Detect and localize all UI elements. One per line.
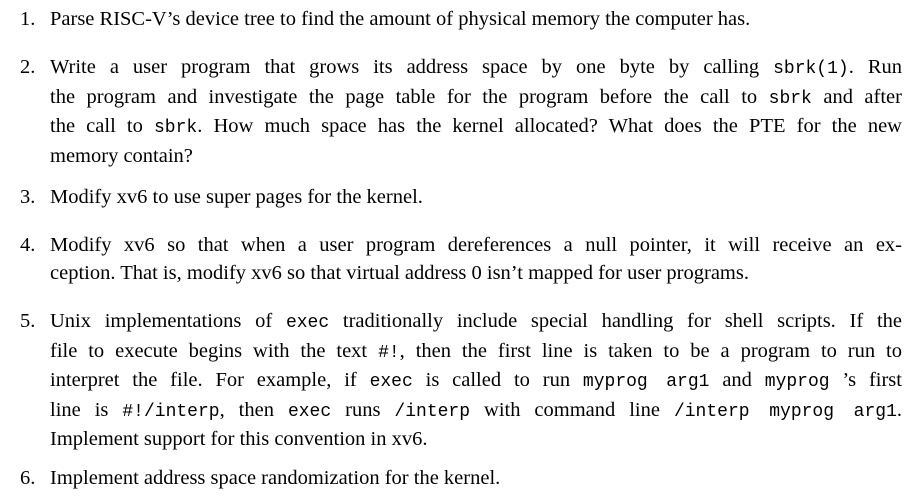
text-run: and after: [811, 85, 902, 108]
text-line: [50, 143, 902, 171]
item-text: [50, 184, 902, 212]
text-run: traditionally include special handling for shell scripts. If the: [329, 310, 902, 332]
text-run: Implement support for this convention in xv6.: [50, 428, 428, 450]
text-line: [50, 84, 902, 114]
text-run: ception. That is, modify xv6 so that virtual address 0 isn’t mapped for user programs.: [50, 261, 749, 284]
text-run: with command line: [470, 398, 674, 421]
code-run: exec: [287, 401, 332, 422]
code-run: sbrk: [768, 88, 812, 109]
text-run: Modify xv6 so that when a user program dereferences a null pointer, it will receive an ex-: [50, 234, 902, 256]
text-line: [50, 465, 902, 493]
text-run: . How much space has the kernel allocated? What does the PTE for the new: [197, 115, 902, 137]
text-run: , then: [219, 398, 288, 421]
text-line: [50, 260, 902, 288]
text-run: is called to run: [412, 369, 583, 391]
text-run: Write a user program that grows its address space by one byte by calling: [50, 56, 774, 78]
code-run: myprog arg1: [582, 372, 710, 392]
text-run: Modify xv6 to use super pages for the kernel.: [50, 186, 423, 208]
text-run: the program and investigate the page table for the program before the call to: [50, 85, 769, 108]
item-number: 4.: [20, 234, 36, 256]
item-number: 5.: [20, 310, 36, 332]
code-run: myprog: [764, 372, 830, 392]
item-number: 1.: [20, 8, 36, 30]
code-run: /interp: [394, 401, 471, 422]
text-run: the call to: [50, 115, 154, 137]
code-run: sbrk: [153, 118, 198, 138]
item-text: [50, 54, 902, 170]
text-line: [50, 308, 902, 338]
code-run: exec: [285, 313, 330, 333]
item-number: 6.: [20, 467, 36, 489]
text-line: [50, 367, 902, 397]
text-run: line is: [50, 398, 123, 421]
item-text: [50, 308, 902, 454]
text-run: file to execute begins with the text: [50, 339, 379, 362]
text-run: and: [709, 369, 765, 391]
text-line: [50, 113, 902, 143]
text-run: , then the first line is taken to be a program to run to: [399, 339, 902, 362]
code-run: /interp myprog arg1: [673, 401, 897, 422]
text-run: Implement address space randomization for the kernel.: [50, 467, 501, 489]
item-number: 2.: [20, 56, 36, 78]
item-text: [50, 6, 902, 34]
code-run: #!/interp: [122, 401, 220, 422]
text-line: [50, 184, 902, 212]
text-run: . Run: [848, 56, 902, 78]
text-line: [50, 6, 902, 34]
text-line: [50, 426, 902, 454]
code-run: #!: [378, 342, 400, 363]
text-run: runs: [331, 398, 395, 421]
text-run: ’s first: [829, 369, 902, 391]
text-run: Unix implementations of: [50, 310, 286, 332]
item-number: 3.: [20, 186, 36, 208]
text-run: .: [896, 398, 903, 421]
text-run: interpret the file. For example, if: [50, 369, 370, 391]
text-run: memory contain?: [50, 144, 193, 167]
text-line: [50, 54, 902, 84]
text-line: [50, 338, 902, 368]
text-line: [50, 232, 902, 260]
code-run: exec: [369, 372, 413, 392]
text-line: [50, 397, 902, 427]
item-text: [50, 232, 902, 287]
code-run: sbrk(1): [773, 59, 849, 79]
item-text: [50, 465, 902, 493]
text-run: Parse RISC-V’s device tree to find the amount of physical memory the computer has.: [50, 8, 751, 30]
